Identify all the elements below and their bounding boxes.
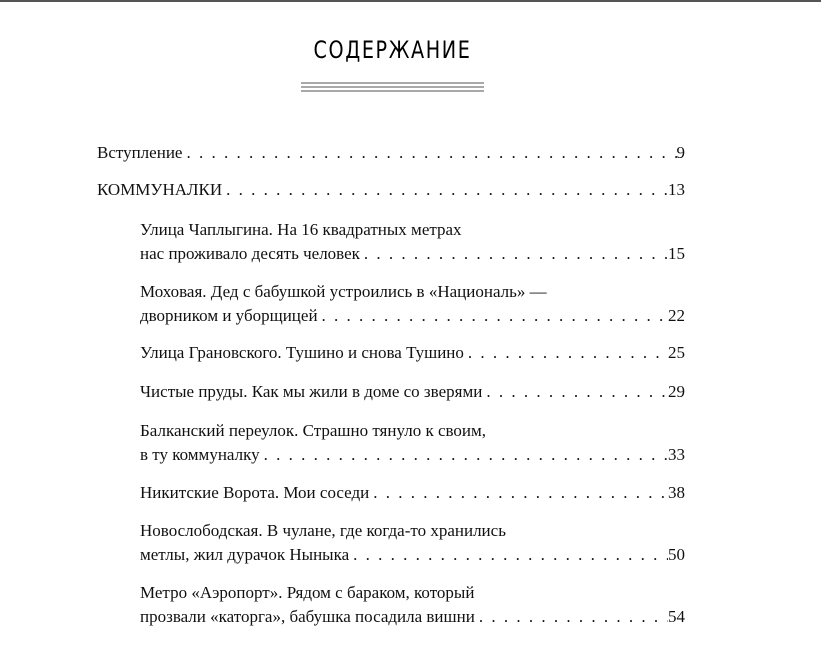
toc-entry[interactable] — [140, 380, 685, 404]
entry-title: Метро «Аэропорт». Рядом с бараком, который — [140, 583, 475, 602]
entry-title: Никитские Ворота. Мои соседи — [140, 483, 370, 502]
entry-title: Моховая. Дед с бабушкой устроились в «Националь» — — [140, 282, 547, 301]
entry-title: Балканский переулок. Страшно тянуло к своим, — [140, 421, 487, 440]
toc-entry[interactable] — [97, 141, 685, 165]
dot-leader — [369, 481, 668, 505]
page-number: 50 — [668, 544, 685, 564]
toc-entry[interactable] — [140, 341, 685, 365]
entry-title: Новослободская. В чулане, где когда-то хранились — [140, 521, 506, 540]
dot-leader — [318, 304, 668, 328]
entry-title: дворником и уборщицей — [140, 305, 318, 325]
page-number: 15 — [668, 243, 685, 263]
entry-title: КОММУНАЛКИ — [97, 180, 223, 199]
toc-entry[interactable] — [140, 519, 685, 566]
page-number: 25 — [668, 343, 685, 362]
page-number: 22 — [668, 305, 685, 325]
toc-entry[interactable] — [140, 581, 685, 628]
toc-entry[interactable] — [97, 178, 685, 202]
toc-entry[interactable] — [140, 419, 685, 466]
entry-title: Улица Чаплыгина. На 16 квадратных метрах — [140, 220, 462, 239]
page-number: 9 — [676, 143, 685, 162]
page-number: 54 — [668, 606, 685, 626]
entry-title: в ту коммуналку — [140, 444, 260, 464]
entry-title: Чистые пруды. Как мы жили в доме со зверями — [140, 382, 483, 401]
dot-leader — [182, 141, 676, 165]
entry-title: прозвали «каторга», бабушка посадила вишни — [140, 606, 475, 626]
dot-leader — [349, 543, 668, 567]
dot-leader — [222, 178, 668, 202]
title-divider — [301, 82, 484, 94]
page-number: 13 — [668, 180, 685, 199]
dot-leader — [475, 605, 668, 629]
entry-title: Вступление — [97, 143, 183, 162]
dot-leader — [260, 443, 668, 467]
entry-title: Улица Грановского. Тушино и снова Тушино — [140, 343, 464, 362]
dot-leader — [360, 242, 668, 266]
page-number: 38 — [668, 483, 685, 502]
dot-leader — [482, 380, 668, 404]
page-number: 29 — [668, 382, 685, 401]
dot-leader — [464, 341, 668, 365]
page-edge — [0, 0, 821, 2]
toc-entry[interactable] — [140, 280, 685, 327]
toc-entry[interactable] — [140, 481, 685, 505]
entry-title: нас проживало десять человек — [140, 243, 360, 263]
page-title: СОДЕРЖАНИЕ — [313, 36, 472, 64]
page-number: 33 — [668, 444, 685, 464]
entry-title: метлы, жил дурачок Ныныка — [140, 544, 350, 564]
toc-entry[interactable] — [140, 218, 685, 265]
